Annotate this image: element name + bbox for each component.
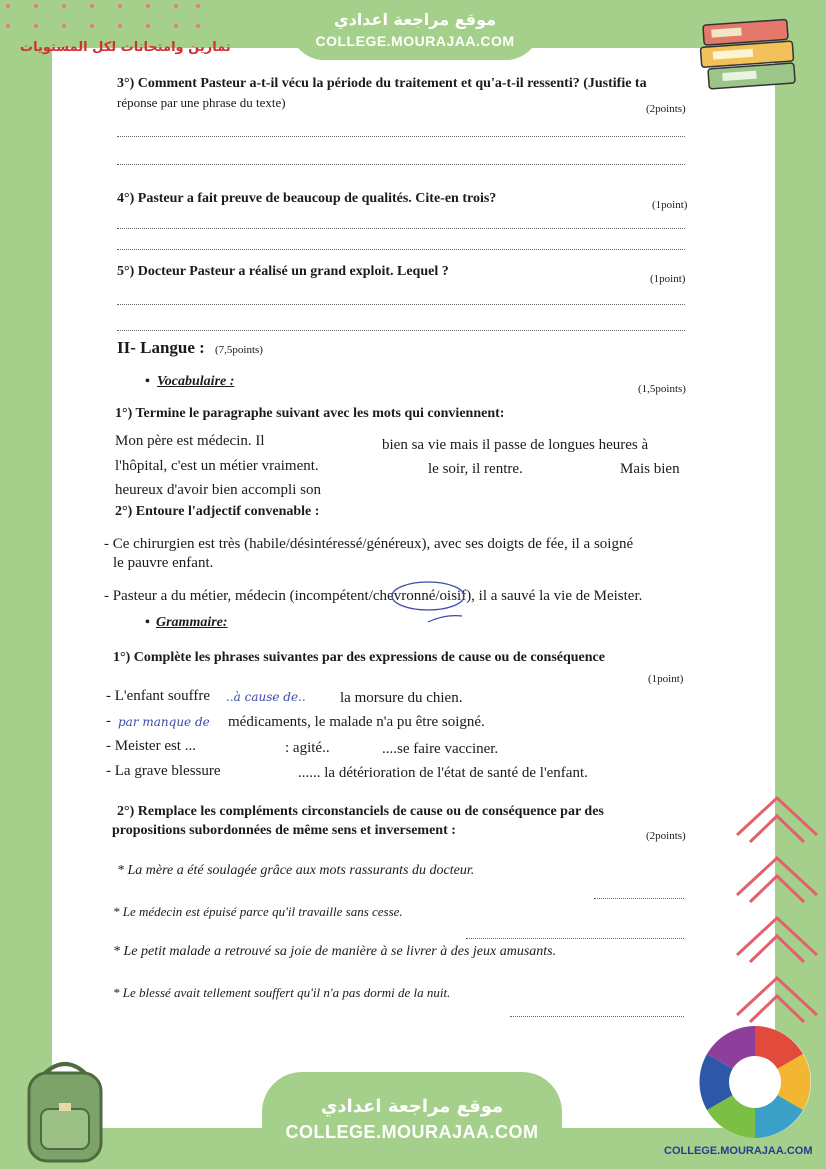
grammar-title: Grammaire:	[156, 615, 228, 630]
backpack-icon	[15, 1055, 115, 1167]
g1-s1a: - L'enfant souffre	[106, 688, 211, 704]
q5-points: (1point)	[650, 273, 686, 285]
v1-line1b: bien sa vie mais il passe de longues heures à	[382, 437, 649, 453]
answer-line[interactable]	[466, 938, 684, 939]
q4-text: 4°) Pasteur a fait preuve de beaucoup de qualités. Cite-en trois?	[117, 191, 497, 206]
v1-title: 1°) Termine le paragraphe suivant avec les mots qui conviennent:	[115, 406, 505, 421]
logo-url: COLLEGE.MOURAJAA.COM	[664, 1145, 813, 1157]
answer-line[interactable]	[117, 304, 685, 305]
g2-points: (2points)	[646, 830, 686, 842]
q3-line1: 3°) Comment Pasteur a-t-il vécu la période du traitement et qu'a-t-il ressenti? (Justifie ta	[117, 76, 647, 91]
g1-s3b: : agité..	[285, 740, 330, 756]
g1-s1-handwritten: ..à cause de..	[226, 690, 306, 704]
footer-url[interactable]: COLLEGE.MOURAJAA.COM	[285, 1122, 539, 1142]
site-arabic-name: موقع مراجعة اعدادي	[333, 10, 497, 29]
g1-s1b: la morsure du chien.	[340, 690, 463, 706]
arabic-header: تمارين وامتحانات لكل المستويات	[20, 40, 231, 55]
circled-answer-mark	[390, 580, 480, 630]
chevron-up-icon	[732, 790, 822, 1030]
answer-line[interactable]	[117, 136, 685, 137]
g1-s4b: ...... la détérioration de l'état de santé de l'enfant.	[298, 765, 588, 781]
v1-line3: heureux d'avoir bien accompli son	[115, 482, 321, 498]
answer-line[interactable]	[117, 164, 685, 165]
v2-title: 2°) Entoure l'adjectif convenable :	[115, 504, 320, 519]
g2-sentence2: * Le médecin est épuisé parce qu'il travaille sans cesse.	[113, 904, 403, 919]
section-points: (7,5points)	[215, 344, 263, 356]
answer-line[interactable]	[117, 249, 685, 250]
g1-title: 1°) Complète les phrases suivantes par des expressions de cause ou de conséquence	[113, 650, 605, 665]
answer-line[interactable]	[117, 330, 685, 331]
answer-line[interactable]	[594, 898, 684, 899]
q5-text: 5°) Docteur Pasteur a réalisé un grand exploit. Lequel ?	[117, 264, 449, 279]
footer-arabic-name: موقع مراجعة اعدادي	[320, 1096, 504, 1117]
vocab-points: (1,5points)	[638, 383, 686, 395]
v1-line1a: Mon père est médecin. Il	[115, 433, 265, 449]
answer-line[interactable]	[117, 228, 685, 229]
site-url[interactable]: COLLEGE.MOURAJAA.COM	[315, 33, 515, 49]
g1-s4a: - La grave blessure	[106, 763, 221, 779]
books-icon	[695, 12, 805, 97]
g2-title-line2: propositions subordonnées de même sens et inversement :	[112, 823, 456, 838]
answer-line[interactable]	[510, 1016, 684, 1017]
g1-points: (1point)	[648, 673, 684, 685]
college-logo-icon	[694, 1022, 816, 1142]
g1-s3a: - Meister est ...	[106, 738, 196, 754]
g1-s2-handwritten: par manque de	[118, 715, 210, 729]
g1-s3c: ....se faire vacciner.	[382, 741, 499, 757]
bullet-icon: •	[145, 615, 150, 630]
section-title: II- Langue :	[117, 338, 205, 357]
decorative-dots	[0, 0, 205, 40]
footer-banner	[262, 1072, 562, 1169]
q4-points: (1point)	[652, 199, 688, 211]
g2-sentence4: * Le blessé avait tellement souffert qu'il n'a pas dormi de la nuit.	[113, 985, 451, 1000]
v1-line2b: le soir, il rentre.	[428, 461, 523, 477]
g1-s2b: médicaments, le malade n'a pu être soigné.	[228, 714, 485, 730]
g1-s2-dash: -	[106, 713, 111, 729]
bullet-icon: •	[145, 374, 150, 389]
vocab-title: Vocabulaire :	[157, 374, 235, 389]
q3-points: (2points)	[646, 103, 686, 115]
v1-line2a: l'hôpital, c'est un métier vraiment.	[115, 458, 319, 474]
q3-line2: réponse par une phrase du texte)	[117, 95, 286, 110]
header-banner	[290, 0, 540, 60]
v2-sentence2: - Pasteur a du métier, médecin (incompétent/chevronné/oisif), il a sauvé la vie de Meister.	[104, 588, 643, 604]
v2-sentence1-cont: le pauvre enfant.	[113, 555, 214, 571]
g2-sentence3: * Le petit malade a retrouvé sa joie de manière à se livrer à des jeux amusants.	[113, 944, 557, 959]
g2-sentence1: * La mère a été soulagée grâce aux mots rassurants du docteur.	[117, 863, 475, 878]
v2-sentence1: - Ce chirurgien est très (habile/désintéressé/généreux), avec ses doigts de fée, il a soigné	[104, 536, 634, 552]
v1-line2c: Mais bien	[620, 461, 680, 477]
g2-title-line1: 2°) Remplace les compléments circonstanciels de cause ou de conséquence par des	[117, 804, 604, 819]
